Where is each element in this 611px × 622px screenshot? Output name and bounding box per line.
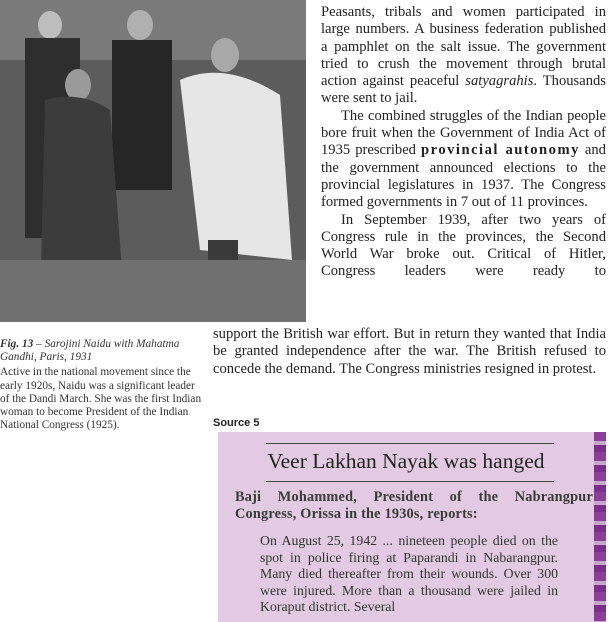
figure-caption: [0, 338, 205, 432]
source-title: Veer Lakhan Nayak was hanged: [267, 449, 545, 473]
body-text-right-column: [321, 4, 606, 281]
source-quote: On August 25, 1942 ... nineteen people died on the spot in police firing at Paparandi in Nabarangpur. Many died thereafter from their wounds. Over 300 were injured. More than a thousand were jailed in Koraput district. Several: [260, 533, 558, 615]
torn-edge-decoration: [594, 432, 606, 622]
divider: [266, 481, 554, 482]
source-label: Source 5: [213, 417, 260, 429]
paragraph-provincial-autonomy: The combined struggles of the Indian people bore fruit when the Government of India Act of 1935 prescribed provincial autonomy and the government announced elections to the provincial legislatures in 1937. The Congress formed governments in 7 out of 11 provinces.: [321, 107, 606, 211]
divider: [266, 443, 554, 444]
figure-description: Active in the national movement since the early 1920s, Naidu was a significant leader of the Dandi March. She was the first Indian woman to become President of the Indian National Congress (1925).: [0, 366, 202, 432]
photo-naidu-gandhi: [0, 0, 306, 322]
paragraph-ww2-start: In September 1939, after two years of Congress rule in the provinces, the Second World War broke out. Critical of Hitler, Congress leaders were ready to: [321, 211, 606, 280]
figure-title: – Sarojini Naidu with Mahatma Gandhi, Paris, 1931: [0, 338, 180, 364]
paragraph-ww2-continued: support the British war effort. But in return they wanted that India be granted independence after the war. The British refused to concede the demand. The Congress ministries resigned in protest.: [213, 326, 606, 377]
source-intro: Baji Mohammed, President of the Nabrangpur Congress, Orissa in the 1930s, reports:: [235, 489, 593, 522]
figure-number: Fig. 13: [0, 338, 34, 350]
source-box: [218, 432, 606, 622]
paragraph-salt-satyagraha: Peasants, tribals and women participated in large numbers. A business federation published a pamphlet on the salt issue. The government tried to crush the movement through brutal action against peaceful satyagrahis. Thousands were sent to jail.: [321, 4, 606, 107]
